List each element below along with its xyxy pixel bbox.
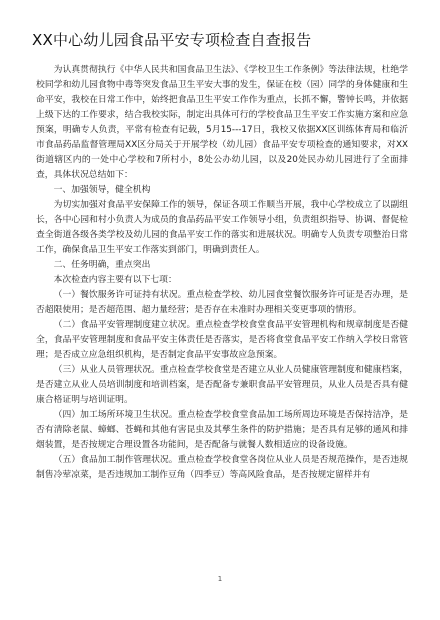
section-heading-1: 一、加强领导，健全机构 [53, 185, 151, 195]
check-item-5: （五）食品加工制作管理状况。重点检查学校食堂各岗位从业人员是否规范操作，是否违规制售冷荤凉菜，是否违规加工制作豆角（四季豆）等高风险食品，是否按规定留样并有 [36, 455, 408, 480]
document-body [36, 63, 408, 483]
check-item-1: （一）餐饮服务许可证持有状况。重点检查学校、幼儿园食堂餐饮服务许可证是否办理，是否超限使用；是否超范围、超力量经营；是否存在未准时办理相关变更事项的情形。 [36, 290, 408, 315]
intro-paragraph: 为认真贯彻执行《中华人民共和国食品卫生法》、《学校卫生工作条例》等法律法规，杜绝学校同学和幼儿园食物中毒等突发食品卫生平安大事的发生，保证在校（园）同学的身体健康和生命平安，我校在日常工作中，始终把食品卫生平安工作作为重点，长抓不懈，警钟长鸣，并依据上级下达的工作要求，结合我校实际，制定出具体可行的学校食品卫生平安工作实施方案和应急预案，明确专人负责，平常有检查有记载，5月15---17日，我校又依据XX区训练体育局和临沂市食品药品监督管理局XX区分局关于开展学校（幼儿园）食品平安专项检查的通知要求，对XX街道辖区内的一处中心学校和7所村小，8处公办幼儿园，以及20处民办幼儿园进行了全面排查，具体状况总结如下： [36, 65, 408, 180]
check-item-3: （三）从业人员管理状况。重点检查学校食堂是否建立从业人员健康管理制度和健康档案，是否建立从业人员培训制度和培训档案，是否配备专兼职食品平安管理员，从业人员是否具有健康合格证明与培训证明。 [36, 365, 408, 405]
check-item-2: （二）食品平安管理制度建立状况。重点检查学校食堂食品平安管理机构和规章制度是否健全，食品平安管理制度和食品平安主体责任是否落实，是否将食堂食品平安工作纳入学校日常管理；是否成立应急组织机构，是否制定食品平安事故应急预案。 [36, 320, 408, 360]
section-paragraph-1: 为切实加强对食品平安保障工作的领导，保证各项工作顺当开展，我中心学校成立了以副组长，各中心园和村小负责人为成员的食品药品平安工作领导小组，负责组织指导、协调、督促检查全街道各级各类学校及幼儿园的食品平安工作的落实和进展状况。明确专人负责专项整治日常工作，确保食品卫生平安工作落实到部门，明确到责任人。 [36, 200, 408, 255]
document-title: XX中心幼儿园食品平安专项检查自查报告 [32, 31, 312, 49]
section-lead-2: 本次检查内容主要有以下七项： [53, 275, 177, 285]
page-number: 1 [217, 575, 223, 583]
section-heading-2: 二、任务明确，重点突出 [53, 260, 151, 270]
check-item-4: （四）加工场所环境卫生状况。重点检查学校食堂食品加工场所周边环境是否保持洁净，是否有清除老鼠、蟑螂、苍蝇和其他有害昆虫及其孳生条件的防护措施；是否具有足够的通风和排烟装置，是否按规定合理设置各功能间，是否配备与就餐人数相适应的设备设施。 [36, 410, 408, 450]
